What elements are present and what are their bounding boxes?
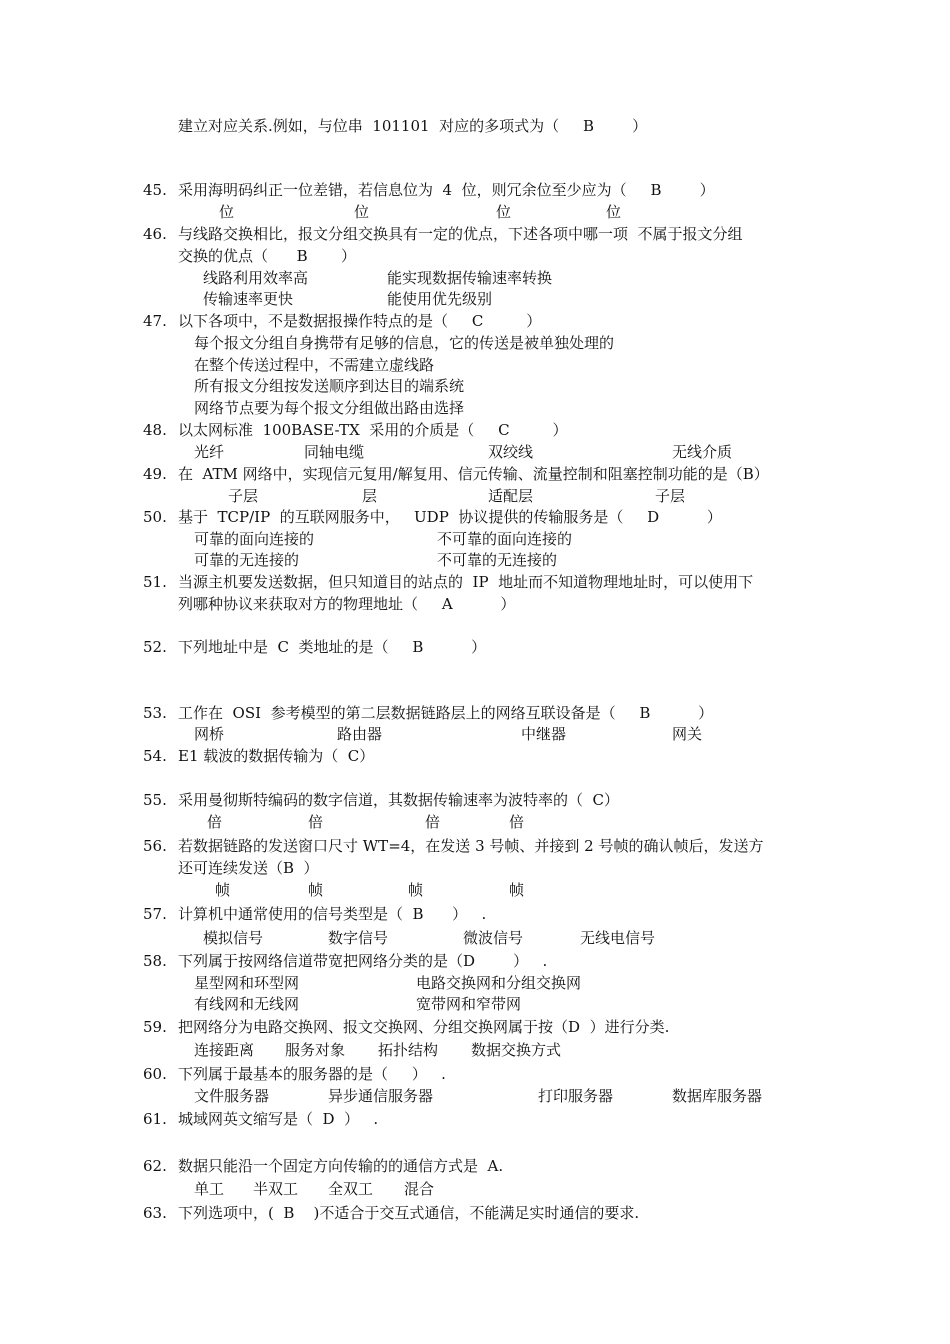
question-text: 数据只能沿一个固定方向传输的的通信方式是 A. xyxy=(178,1157,504,1175)
option-a: 星型网和环型网 xyxy=(194,974,300,992)
option-b: 层 xyxy=(362,487,378,505)
question-number: 55. xyxy=(143,791,167,809)
option-d: 宽带网和窄带网 xyxy=(416,995,522,1013)
question-text: 工作在 OSI 参考模型的第二层数据链路层上的网络互联设备是（ B ） xyxy=(178,704,714,722)
option-d: 帧 xyxy=(509,881,525,899)
option-b: 不可靠的面向连接的 xyxy=(437,530,573,548)
option-d: 网关 xyxy=(672,725,703,743)
question-number: 49. xyxy=(143,465,167,483)
option-a: 网桥 xyxy=(194,725,225,743)
option-d: 位 xyxy=(606,203,622,221)
option-a: 可靠的面向连接的 xyxy=(194,530,315,548)
option-b: 路由器 xyxy=(337,725,383,743)
option-a: 子层 xyxy=(228,487,259,505)
question-number: 46. xyxy=(143,225,167,243)
question-text: 基于 TCP/IP 的互联网服务中， UDP 协议提供的传输服务是（ D ） xyxy=(178,508,722,526)
option-b: 半双工 xyxy=(253,1180,299,1198)
option-c: 微波信号 xyxy=(463,929,524,947)
option-c: 传输速率更快 xyxy=(203,290,294,308)
option-a: 连接距离 xyxy=(194,1041,255,1059)
question-number: 59. xyxy=(143,1018,167,1036)
question-text: 计算机中通常使用的信号类型是（ B ） . xyxy=(178,905,487,923)
question-number: 60. xyxy=(143,1065,167,1083)
option-b: 位 xyxy=(354,203,370,221)
option-a: 倍 xyxy=(207,813,223,831)
question-text: 若数据链路的发送窗口尺寸 WT=4，在发送 3 号帧、并接到 2 号帧的确认帧后，发送方 xyxy=(178,837,764,855)
question-number: 52. xyxy=(143,638,167,656)
question-number: 47. xyxy=(143,312,167,330)
question-number: 62. xyxy=(143,1157,167,1175)
question-text: 把网络分为电路交换网、报文交换网、分组交换网属于按（D ）进行分类. xyxy=(178,1018,670,1036)
option-c: 所有报文分组按发送顺序到达目的端系统 xyxy=(194,377,465,395)
question-number: 57. xyxy=(143,905,167,923)
option-c: 可靠的无连接的 xyxy=(194,551,300,569)
intro-line: 建立对应关系.例如，与位串 101101 对应的多项式为（ B ） xyxy=(178,117,648,135)
option-d: 无线电信号 xyxy=(580,929,656,947)
question-text: 与线路交换相比，报文分组交换具有一定的优点，下述各项中哪一项 不属于报文分组 xyxy=(178,225,743,243)
option-a: 位 xyxy=(219,203,235,221)
question-text-continued: 列哪种协议来获取对方的物理地址（ A ） xyxy=(178,595,516,613)
question-number: 51. xyxy=(143,573,167,591)
option-c: 中继器 xyxy=(521,725,567,743)
question-text: 下列属于最基本的服务器的是（ ） . xyxy=(178,1065,446,1083)
option-c: 打印服务器 xyxy=(538,1087,614,1105)
question-text: 以太网标准 100BASE-TX 采用的介质是（ C ） xyxy=(178,421,568,439)
option-d: 数据库服务器 xyxy=(672,1087,763,1105)
question-number: 53. xyxy=(143,704,167,722)
option-b: 帧 xyxy=(308,881,324,899)
option-a: 模拟信号 xyxy=(203,929,264,947)
question-number: 45. xyxy=(143,181,167,199)
option-d: 能使用优先级别 xyxy=(387,290,493,308)
option-c: 位 xyxy=(496,203,512,221)
option-c: 倍 xyxy=(425,813,441,831)
option-b: 电路交换网和分组交换网 xyxy=(416,974,582,992)
question-number: 48. xyxy=(143,421,167,439)
question-text: 采用曼彻斯特编码的数字信道，其数据传输速率为波特率的（ C） xyxy=(178,791,620,809)
option-c: 帧 xyxy=(408,881,424,899)
option-d: 混合 xyxy=(404,1180,435,1198)
option-c: 全双工 xyxy=(328,1180,374,1198)
option-d: 数据交换方式 xyxy=(471,1041,562,1059)
question-number: 54. xyxy=(143,747,167,765)
option-d: 倍 xyxy=(509,813,525,831)
option-a: 单工 xyxy=(194,1180,225,1198)
question-text: E1 载波的数据传输为（ C） xyxy=(178,747,375,765)
option-c: 拓扑结构 xyxy=(378,1041,439,1059)
option-b: 倍 xyxy=(308,813,324,831)
option-b: 数字信号 xyxy=(328,929,389,947)
question-text: 在 ATM 网络中，实现信元复用/解复用、信元传输、流量控制和阻塞控制功能的是（B） xyxy=(178,465,769,483)
option-d: 不可靠的无连接的 xyxy=(437,551,558,569)
question-number: 63. xyxy=(143,1204,167,1222)
question-text-continued: 还可连续发送（B ） xyxy=(178,859,319,877)
option-a: 光纤 xyxy=(194,443,225,461)
option-d: 网络节点要为每个报文分组做出路由选择 xyxy=(194,399,465,417)
question-text: 城域网英文缩写是（ D ） . xyxy=(178,1110,379,1128)
option-d: 子层 xyxy=(655,487,686,505)
question-text: 下列地址中是 C 类地址的是（ B ） xyxy=(178,638,487,656)
option-a: 线路利用效率高 xyxy=(203,269,309,287)
option-b: 能实现数据传输速率转换 xyxy=(387,269,553,287)
option-b: 同轴电缆 xyxy=(304,443,365,461)
question-number: 61. xyxy=(143,1110,167,1128)
option-c: 有线网和无线网 xyxy=(194,995,300,1013)
option-b: 异步通信服务器 xyxy=(328,1087,434,1105)
question-number: 58. xyxy=(143,952,167,970)
question-text: 下列属于按网络信道带宽把网络分类的是（D ） . xyxy=(178,952,548,970)
question-text: 当源主机要发送数据，但只知道目的站点的 IP 地址而不知道物理地址时，可以使用下 xyxy=(178,573,754,591)
option-b: 服务对象 xyxy=(285,1041,346,1059)
option-a: 每个报文分组自身携带有足够的信息，它的传送是被单独处理的 xyxy=(194,334,615,352)
option-d: 无线介质 xyxy=(672,443,733,461)
option-a: 帧 xyxy=(215,881,231,899)
question-text-continued: 交换的优点（ B ） xyxy=(178,247,357,265)
option-a: 文件服务器 xyxy=(194,1087,270,1105)
option-c: 双绞线 xyxy=(488,443,534,461)
question-text: 下列选项中，( B )不适合于交互式通信，不能满足实时通信的要求. xyxy=(178,1204,640,1222)
question-number: 50. xyxy=(143,508,167,526)
question-text: 以下各项中，不是数据报操作特点的是（ C ） xyxy=(178,312,542,330)
option-c: 适配层 xyxy=(488,487,534,505)
question-number: 56. xyxy=(143,837,167,855)
option-b: 在整个传送过程中，不需建立虚线路 xyxy=(194,356,435,374)
question-text: 采用海明码纠正一位差错，若信息位为 4 位，则冗余位至少应为（ B ） xyxy=(178,181,715,199)
